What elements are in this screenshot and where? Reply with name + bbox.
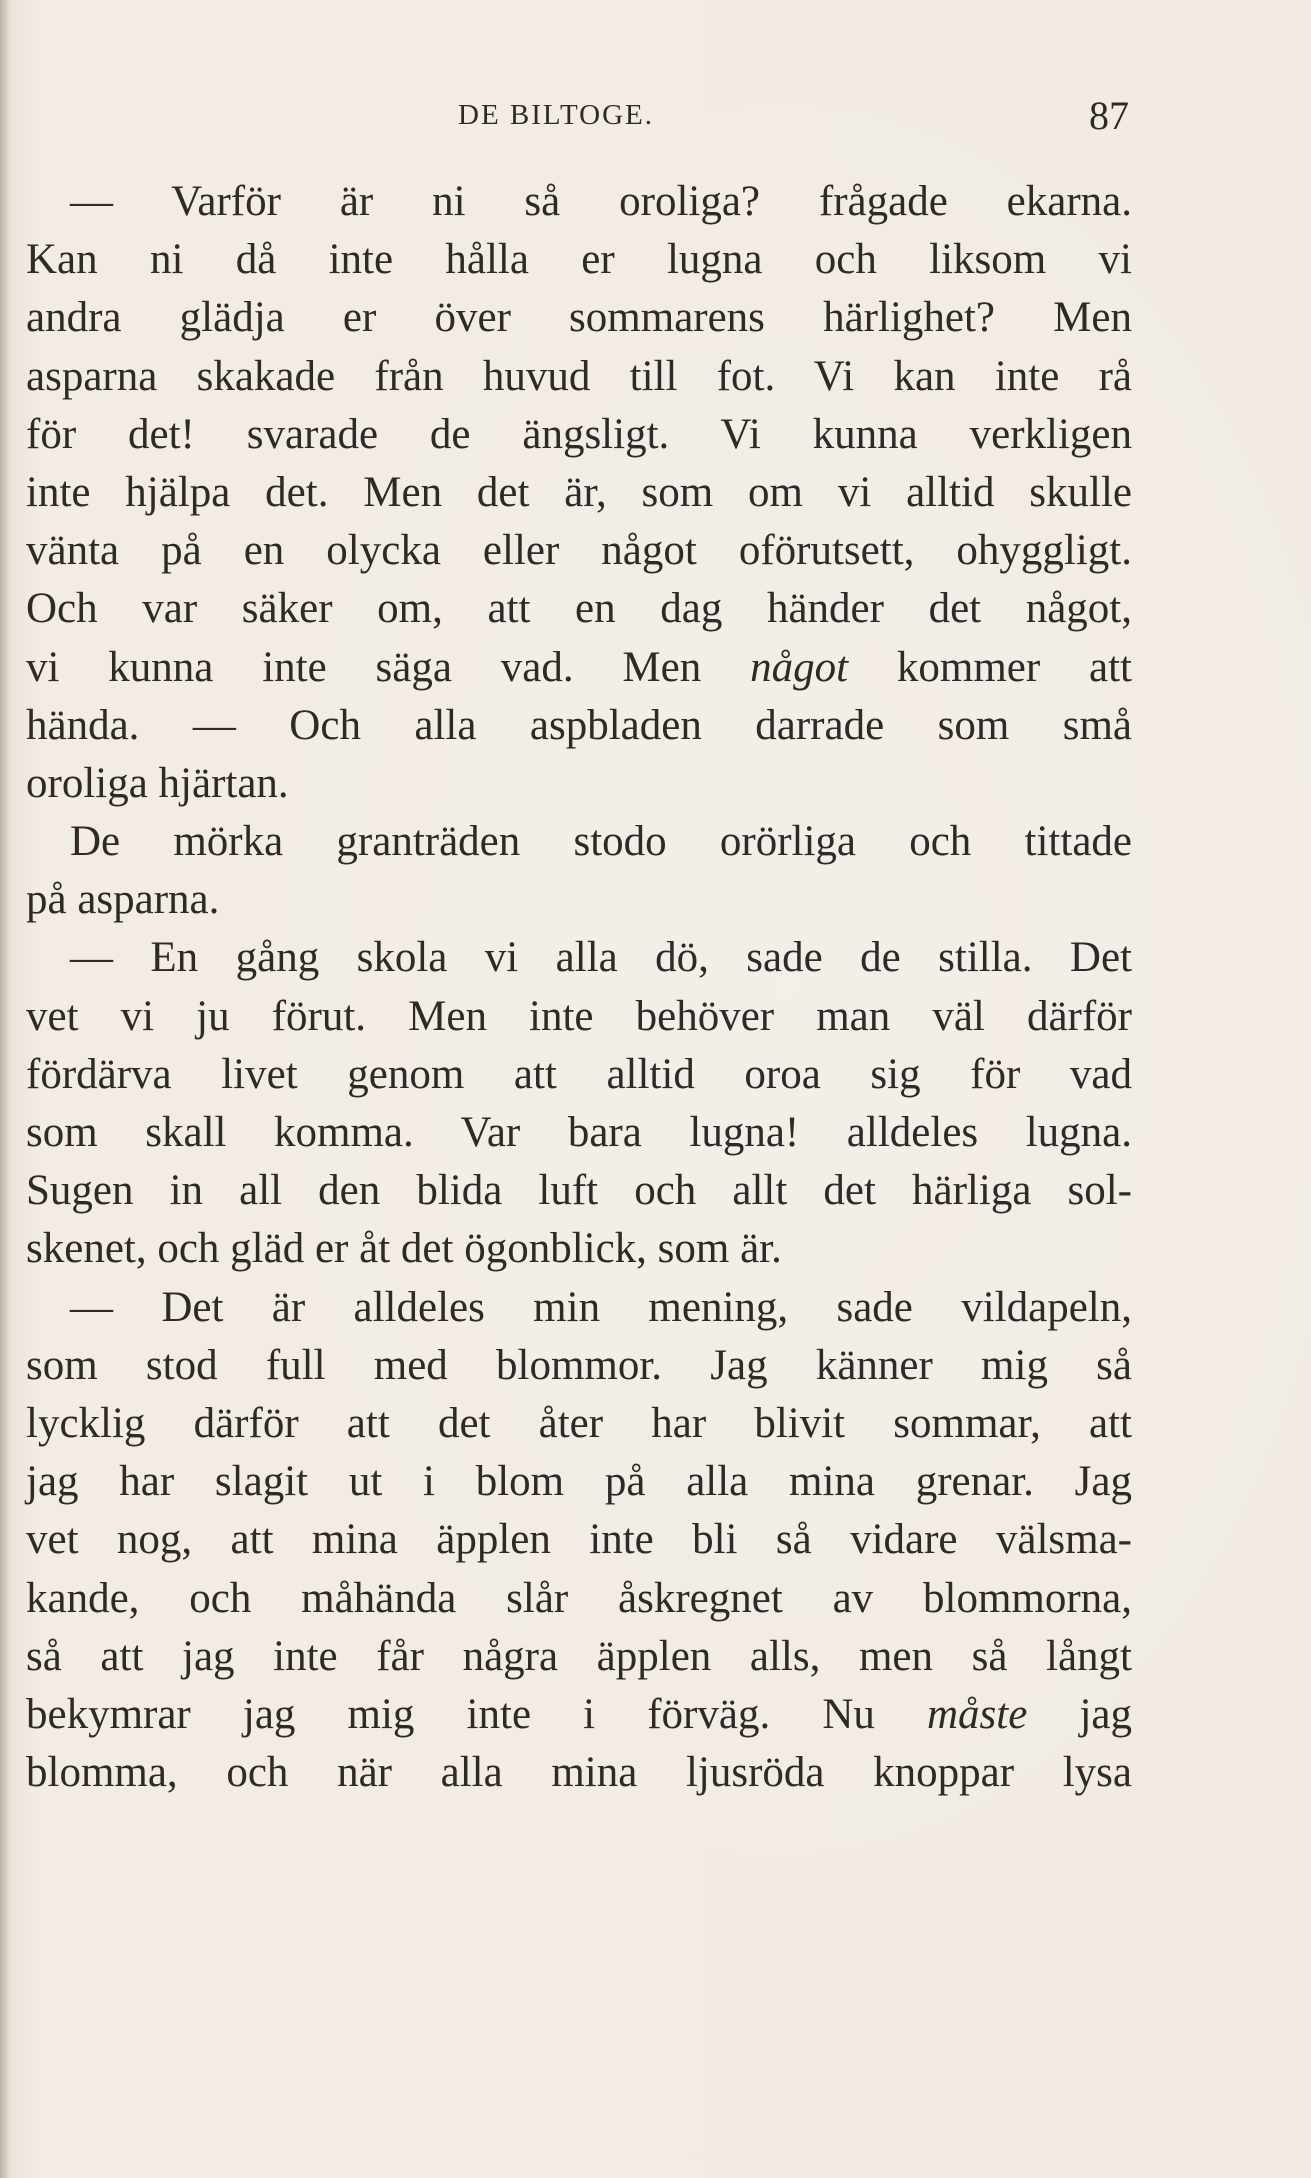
text-segment: bekymrar jag mig inte i förväg. Nu bbox=[26, 1690, 927, 1738]
page-number: 87 bbox=[1089, 93, 1129, 138]
text-line: på asparna. bbox=[26, 876, 220, 924]
text-line: jag har slagit ut i blom på alla mina grenar. Jag bbox=[26, 1458, 1132, 1506]
text-line: — Det är alldeles min mening, sade vildapeln, bbox=[70, 1283, 1132, 1331]
running-head: DE BILTOGE. bbox=[458, 99, 654, 131]
text-line: Sugen in all den blida luft och allt det härliga sol- bbox=[26, 1167, 1132, 1215]
text-line: blomma, och när alla mina ljusröda knoppar lysa bbox=[26, 1749, 1132, 1797]
text-line: inte hjälpa det. Men det är, som om vi alltid skulle bbox=[26, 468, 1132, 516]
page-header bbox=[0, 88, 1311, 138]
text-line: kande, och måhända slår åskregnet av blommorna, bbox=[26, 1574, 1132, 1622]
text-line: andra glädja er över sommarens härlighet? Men bbox=[26, 294, 1132, 342]
text-line: De mörka granträden stodo orörliga och tittade bbox=[70, 818, 1132, 866]
text-line: Och var säker om, att en dag händer det något, bbox=[26, 585, 1132, 633]
text-line: vänta på en olycka eller något oförutsett, ohyggligt. bbox=[26, 527, 1132, 575]
text-line: som skall komma. Var bara lugna! alldeles lugna. bbox=[26, 1109, 1132, 1156]
text-line: som stod full med blommor. Jag känner mig så bbox=[26, 1341, 1132, 1389]
text-line: lycklig därför att det åter har blivit sommar, att bbox=[26, 1399, 1132, 1447]
text-segment: kommer att bbox=[848, 643, 1132, 691]
text-line: hända. — Och alla aspbladen darrade som små bbox=[26, 701, 1132, 749]
text-line: vet vi ju förut. Men inte behöver man väl därför bbox=[26, 992, 1132, 1040]
text-line: — Varför är ni så oroliga? frågade ekarna. bbox=[70, 178, 1132, 225]
text-line: vet nog, att mina äpplen inte bli så vidare välsma- bbox=[26, 1516, 1132, 1564]
text-line: oroliga hjärtan. bbox=[26, 759, 289, 807]
gutter-shadow bbox=[0, 0, 10, 2178]
text-line: skenet, och gläd er åt det ögonblick, som är. bbox=[26, 1225, 782, 1273]
italic-word: något bbox=[750, 643, 849, 691]
text-line: så att jag inte får några äpplen alls, men så långt bbox=[26, 1632, 1132, 1680]
body-text bbox=[26, 173, 1132, 1802]
text-line bbox=[26, 1686, 1132, 1744]
text-line: — En gång skola vi alla dö, sade de stilla. Det bbox=[70, 934, 1132, 982]
text-line: Kan ni då inte hålla er lugna och liksom vi bbox=[26, 236, 1132, 284]
text-segment: vi kunna inte säga vad. Men bbox=[26, 643, 751, 691]
text-line bbox=[26, 639, 1132, 697]
text-line: fördärva livet genom att alltid oroa sig för vad bbox=[26, 1050, 1132, 1098]
text-segment: jag bbox=[1027, 1690, 1132, 1738]
text-line: asparna skakade från huvud till fot. Vi kan inte rå bbox=[26, 352, 1132, 400]
italic-word: måste bbox=[927, 1690, 1028, 1738]
text-line: för det! svarade de ängsligt. Vi kunna verkligen bbox=[26, 410, 1132, 458]
